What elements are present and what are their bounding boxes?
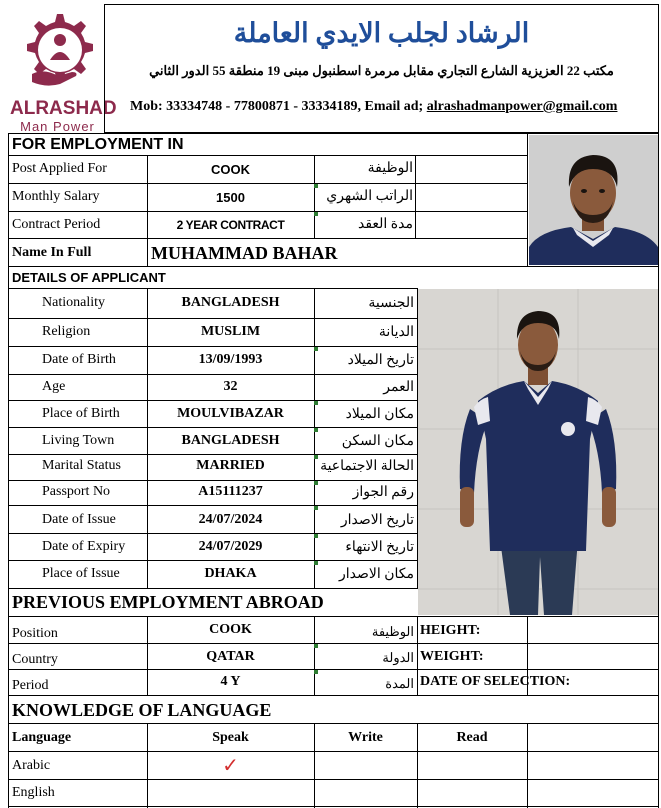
section-title-previous: PREVIOUS EMPLOYMENT ABROAD	[12, 592, 324, 612]
logo-title: ALRASHAD	[10, 98, 117, 119]
company-contact	[130, 100, 617, 114]
value-date-of-expiry: 24/07/2029	[198, 539, 263, 554]
value-name-in-full: MUHAMMAD BAHAR	[151, 243, 338, 263]
label-weight: WEIGHT:	[420, 649, 484, 664]
value-date-of-birth: 13/09/1993	[198, 352, 263, 367]
label-ar-place-of-birth: مكان الميلاد	[345, 407, 414, 422]
person-full-body-icon	[418, 289, 658, 615]
label-passport-no: Passport No	[42, 484, 111, 499]
language-row-arabic: Arabic	[12, 758, 51, 773]
label-height: HEIGHT:	[420, 623, 481, 638]
label-date-of-birth: Date of Birth	[42, 352, 116, 367]
label-prev-period: Period	[12, 678, 49, 693]
portrait-photo	[529, 135, 658, 265]
header-write: Write	[348, 730, 383, 745]
label-place-of-issue: Place of Issue	[42, 566, 120, 581]
label-post-applied: Post Applied For	[12, 161, 107, 176]
label-nationality: Nationality	[42, 295, 105, 310]
person-portrait-icon	[529, 135, 658, 265]
value-prev-position: COOK	[209, 622, 252, 637]
label-ar-prev-position: الوظيفة	[371, 624, 414, 639]
label-prev-country: Country	[12, 652, 58, 667]
label-ar-prev-period: المدة	[385, 676, 414, 691]
value-monthly-salary: 1500	[216, 190, 245, 205]
label-date-of-expiry: Date of Expiry	[42, 539, 126, 554]
label-ar-prev-country: الدولة	[382, 650, 414, 665]
label-marital-status: Marital Status	[42, 458, 121, 473]
label-date-of-issue: Date of Issue	[42, 512, 116, 527]
value-religion: MUSLIM	[200, 324, 261, 339]
label-date-of-selection: DATE OF SELECTION:	[420, 674, 571, 689]
label-name-in-full: Name In Full	[12, 245, 92, 260]
label-ar-date-of-expiry: تاريخ الانتهاء	[345, 540, 414, 555]
logo-subtitle: Man Power	[20, 119, 95, 134]
label-ar-post-applied: الوظيفة	[367, 161, 413, 176]
value-marital-status: MARRIED	[196, 458, 265, 473]
header-read: Read	[456, 730, 488, 745]
label-ar-date-of-issue: تاريخ الاصدار	[340, 513, 414, 528]
full-body-photo	[418, 289, 658, 615]
label-monthly-salary: Monthly Salary	[12, 189, 100, 204]
contact-phones: Mob: 33334748 - 77800871 - 33334189, Email ad;	[130, 99, 427, 114]
value-passport-no: A15111237	[198, 484, 263, 499]
contact-email[interactable]: alrashadmanpower@gmail.com	[426, 99, 618, 114]
manpower-gear-icon	[10, 8, 105, 98]
label-ar-place-of-issue: مكان الاصدار	[338, 567, 414, 582]
label-ar-marital-status: الحالة الاجتماعية	[320, 459, 414, 474]
value-nationality: BANGLADESH	[181, 295, 280, 310]
label-place-of-birth: Place of Birth	[42, 406, 120, 421]
value-age: 32	[223, 379, 238, 394]
label-ar-living-town: مكان السكن	[341, 434, 414, 449]
value-contract-period: 2 YEAR CONTRACT	[176, 218, 285, 232]
label-ar-nationality: الجنسية	[368, 296, 414, 311]
label-ar-religion: الديانة	[378, 325, 414, 340]
label-religion: Religion	[42, 324, 91, 339]
value-post-applied: COOK	[211, 162, 250, 177]
value-place-of-birth: MOULVIBAZAR	[177, 406, 284, 421]
label-ar-date-of-birth: تاريخ الميلاد	[347, 353, 414, 368]
label-ar-passport-no: رقم الجواز	[352, 485, 414, 500]
label-ar-age: العمر	[383, 380, 414, 395]
check-mark-icon: ✓	[222, 755, 239, 777]
section-title-employment: FOR EMPLOYMENT IN	[12, 136, 184, 153]
header-language: Language	[12, 730, 72, 745]
value-prev-period: 4 Y	[220, 674, 241, 689]
company-logo	[10, 8, 117, 134]
section-title-applicant: DETAILS OF APPLICANT	[12, 270, 166, 285]
value-prev-country: QATAR	[206, 649, 255, 664]
header-speak: Speak	[212, 730, 249, 745]
value-place-of-issue: DHAKA	[204, 566, 257, 581]
label-age: Age	[42, 379, 66, 394]
label-ar-monthly-salary: الراتب الشهري	[326, 189, 413, 204]
language-row-english: English	[12, 785, 55, 800]
label-living-town: Living Town	[42, 433, 115, 448]
company-name-arabic: الرشاد لجلب الايدي العاملة	[233, 18, 530, 48]
company-address-arabic: مكتب 22 العزيزية الشارع التجاري مقابل مرمرة اسطنبول مبنى 19 منطقة 55 الدور الثاني	[149, 63, 614, 78]
value-date-of-issue: 24/07/2024	[198, 512, 263, 527]
value-living-town: BANGLADESH	[181, 433, 280, 448]
section-title-language: KNOWLEDGE OF LANGUAGE	[12, 700, 272, 720]
label-ar-contract-period: مدة العقد	[357, 217, 413, 232]
label-prev-position: Position	[12, 626, 58, 641]
label-contract-period: Contract Period	[12, 217, 101, 232]
